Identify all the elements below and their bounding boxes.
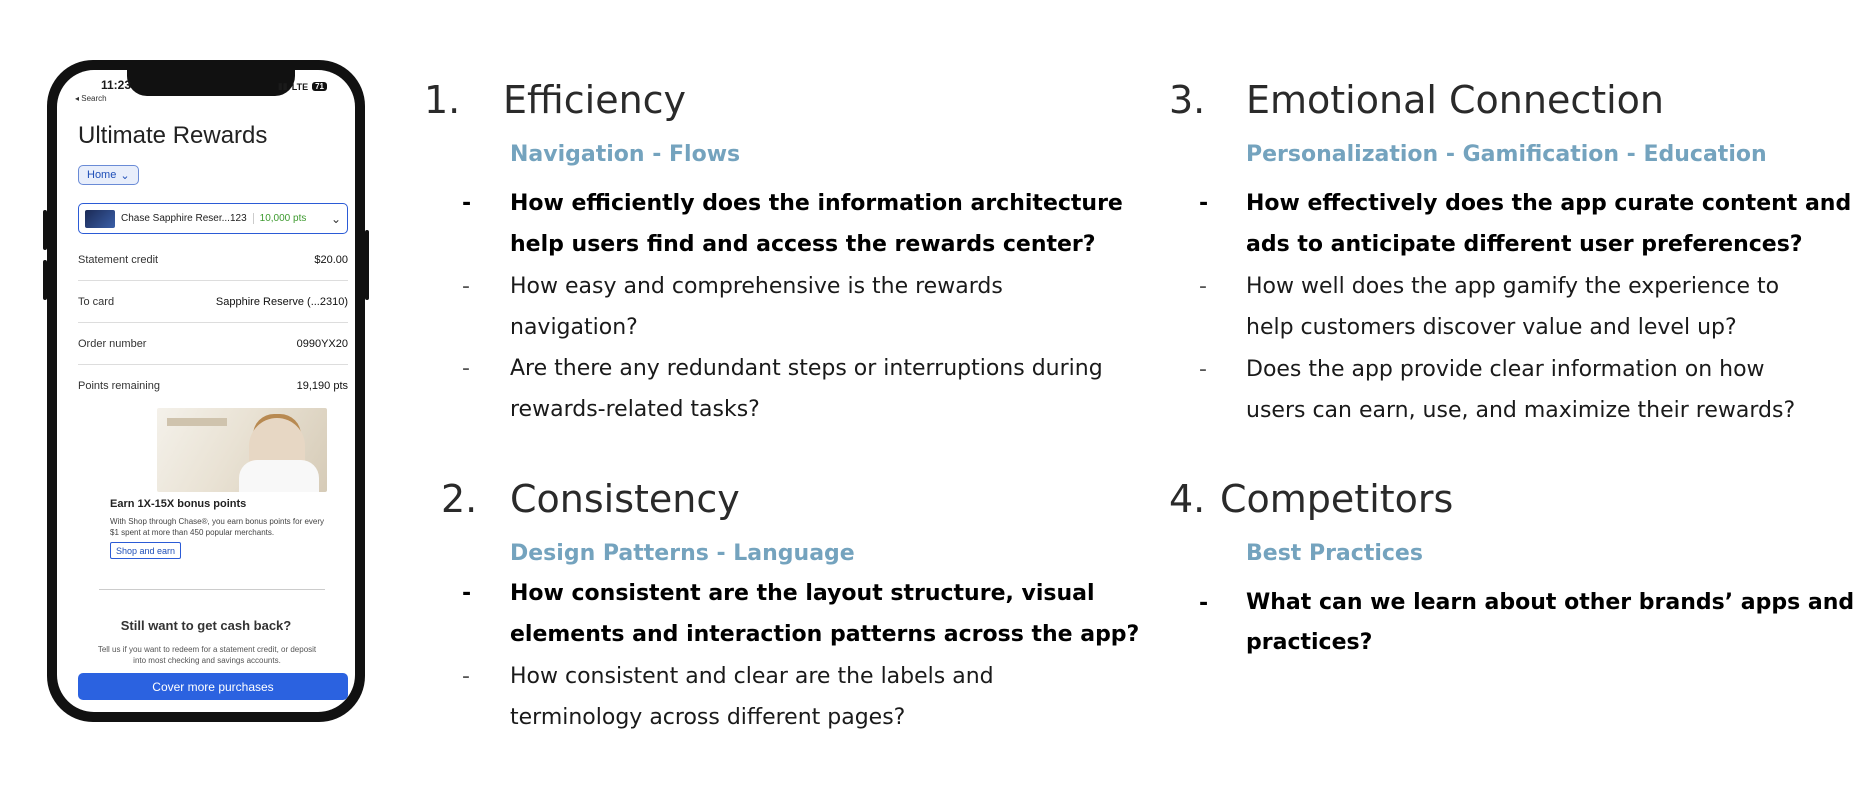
bullet-line: help users find and access the rewards center?: [510, 232, 1096, 257]
card-selector[interactable]: [78, 203, 348, 234]
section-subtitle: Navigation - Flows: [510, 142, 741, 167]
section-number: 4.: [1169, 477, 1206, 521]
bullet-question: [1246, 183, 1851, 265]
bullet-question: [1246, 266, 1779, 348]
bullet-question: [510, 573, 1139, 655]
cover-more-purchases-button[interactable]: Cover more purchases: [78, 673, 348, 700]
section-number: 2.: [441, 477, 478, 521]
section-title: Consistency: [510, 477, 740, 521]
bullet-question: [510, 266, 1003, 348]
bullet-line: How consistent are the layout structure, visual: [510, 581, 1095, 606]
home-dropdown-label: Home: [87, 169, 117, 181]
detail-row: [78, 239, 348, 281]
section-number: 1.: [424, 78, 461, 122]
phone-screen: [57, 70, 355, 712]
credit-card-icon: [85, 210, 115, 228]
bullet-line: practices?: [1246, 630, 1373, 655]
detail-label: To card: [78, 295, 115, 308]
bullet-dash: -: [462, 191, 472, 216]
bullet-line: How well does the app gamify the experience to: [1246, 274, 1780, 299]
bullet-line: help customers discover value and level up?: [1246, 315, 1737, 340]
section-subtitle: Design Patterns - Language: [510, 541, 855, 566]
bullet-dash: -: [462, 274, 470, 299]
phone-volume-button: [43, 210, 47, 250]
bullet-dash: -: [1199, 591, 1209, 616]
network-label: LTE: [291, 81, 309, 92]
bullet-question: [1246, 583, 1854, 663]
bullet-line: terminology across different pages?: [510, 705, 906, 730]
phone-mockup: [47, 60, 365, 722]
promo-text: With Shop through Chase®, you earn bonus points for every $1 spent at more than 450 popular merchants.: [110, 517, 325, 537]
detail-value: 19,190 pts: [296, 380, 348, 392]
detail-label: Points remaining: [78, 380, 160, 392]
bullet-dash: -: [1199, 191, 1209, 216]
bullet-line: ads to anticipate different user preferences?: [1246, 232, 1803, 257]
section-number: 3.: [1169, 78, 1206, 122]
detail-row: [78, 365, 348, 407]
bullet-dash: -: [462, 356, 470, 381]
bullet-dash: -: [462, 581, 472, 606]
status-time: 11:23: [101, 78, 132, 92]
bullet-question: [510, 656, 994, 738]
status-indicators: [278, 81, 327, 92]
cash-back-title: Still want to get cash back?: [120, 618, 292, 633]
divider: [99, 589, 325, 590]
card-name: Chase Sapphire Reser...123: [121, 213, 247, 224]
home-dropdown[interactable]: [78, 165, 139, 185]
bullet-line: rewards-related tasks?: [510, 397, 760, 422]
bullet-question: [510, 348, 1103, 430]
bullet-line: elements and interaction patterns across the app?: [510, 622, 1140, 647]
detail-row: [78, 323, 348, 365]
promo-title: Earn 1X-15X bonus points: [110, 498, 247, 510]
section-title: Emotional Connection: [1246, 78, 1664, 122]
bullet-dash: -: [1199, 357, 1207, 382]
back-to-search-link[interactable]: ◂ Search: [75, 94, 107, 103]
bullet-line: How consistent and clear are the labels and: [510, 664, 994, 689]
detail-label: Statement credit: [78, 253, 159, 266]
card-points: 10,000 pts: [253, 213, 307, 224]
detail-label: Order number: [78, 337, 147, 350]
promo-image: [157, 408, 327, 492]
phone-power-button: [365, 230, 369, 300]
bullet-question: [1246, 349, 1795, 431]
detail-value: $20.00: [314, 253, 348, 266]
shop-and-earn-button[interactable]: Shop and earn: [110, 542, 181, 559]
chevron-down-icon: ⌄: [120, 169, 130, 182]
detail-row: [78, 281, 348, 323]
section-subtitle: Personalization - Gamification - Education: [1246, 142, 1767, 167]
section-subtitle: Best Practices: [1246, 541, 1423, 566]
bullet-line: How efficiently does the information architecture: [510, 191, 1123, 216]
bullet-line: What can we learn about other brands’ apps and: [1246, 590, 1855, 615]
bullet-line: How effectively does the app curate content and: [1246, 191, 1852, 216]
bullet-line: How easy and comprehensive is the rewards: [510, 274, 1003, 299]
bullet-question: [510, 183, 1123, 265]
bullet-line: users can earn, use, and maximize their rewards?: [1246, 398, 1796, 423]
bullet-dash: -: [462, 664, 470, 689]
chevron-down-icon: ⌄: [330, 211, 341, 226]
phone-notch: [127, 70, 295, 96]
section-title: Efficiency: [503, 78, 687, 122]
cash-back-text: Tell us if you want to redeem for a statement credit, or deposit into most checking and savings accounts.: [97, 645, 317, 665]
bullet-line: navigation?: [510, 315, 638, 340]
bullet-line: Are there any redundant steps or interruptions during: [510, 356, 1103, 381]
detail-value: 0990YX20: [296, 337, 348, 350]
phone-volume-button: [43, 260, 47, 300]
bullet-dash: -: [1199, 274, 1207, 299]
section-title: Competitors: [1220, 477, 1454, 521]
page-title: Ultimate Rewards: [78, 122, 268, 149]
detail-value: Sapphire Reserve (...2310): [215, 295, 348, 308]
battery-icon: 71: [312, 82, 327, 91]
signal-icon: ▮▮: [277, 81, 288, 91]
bullet-line: Does the app provide clear information on how: [1246, 357, 1765, 382]
